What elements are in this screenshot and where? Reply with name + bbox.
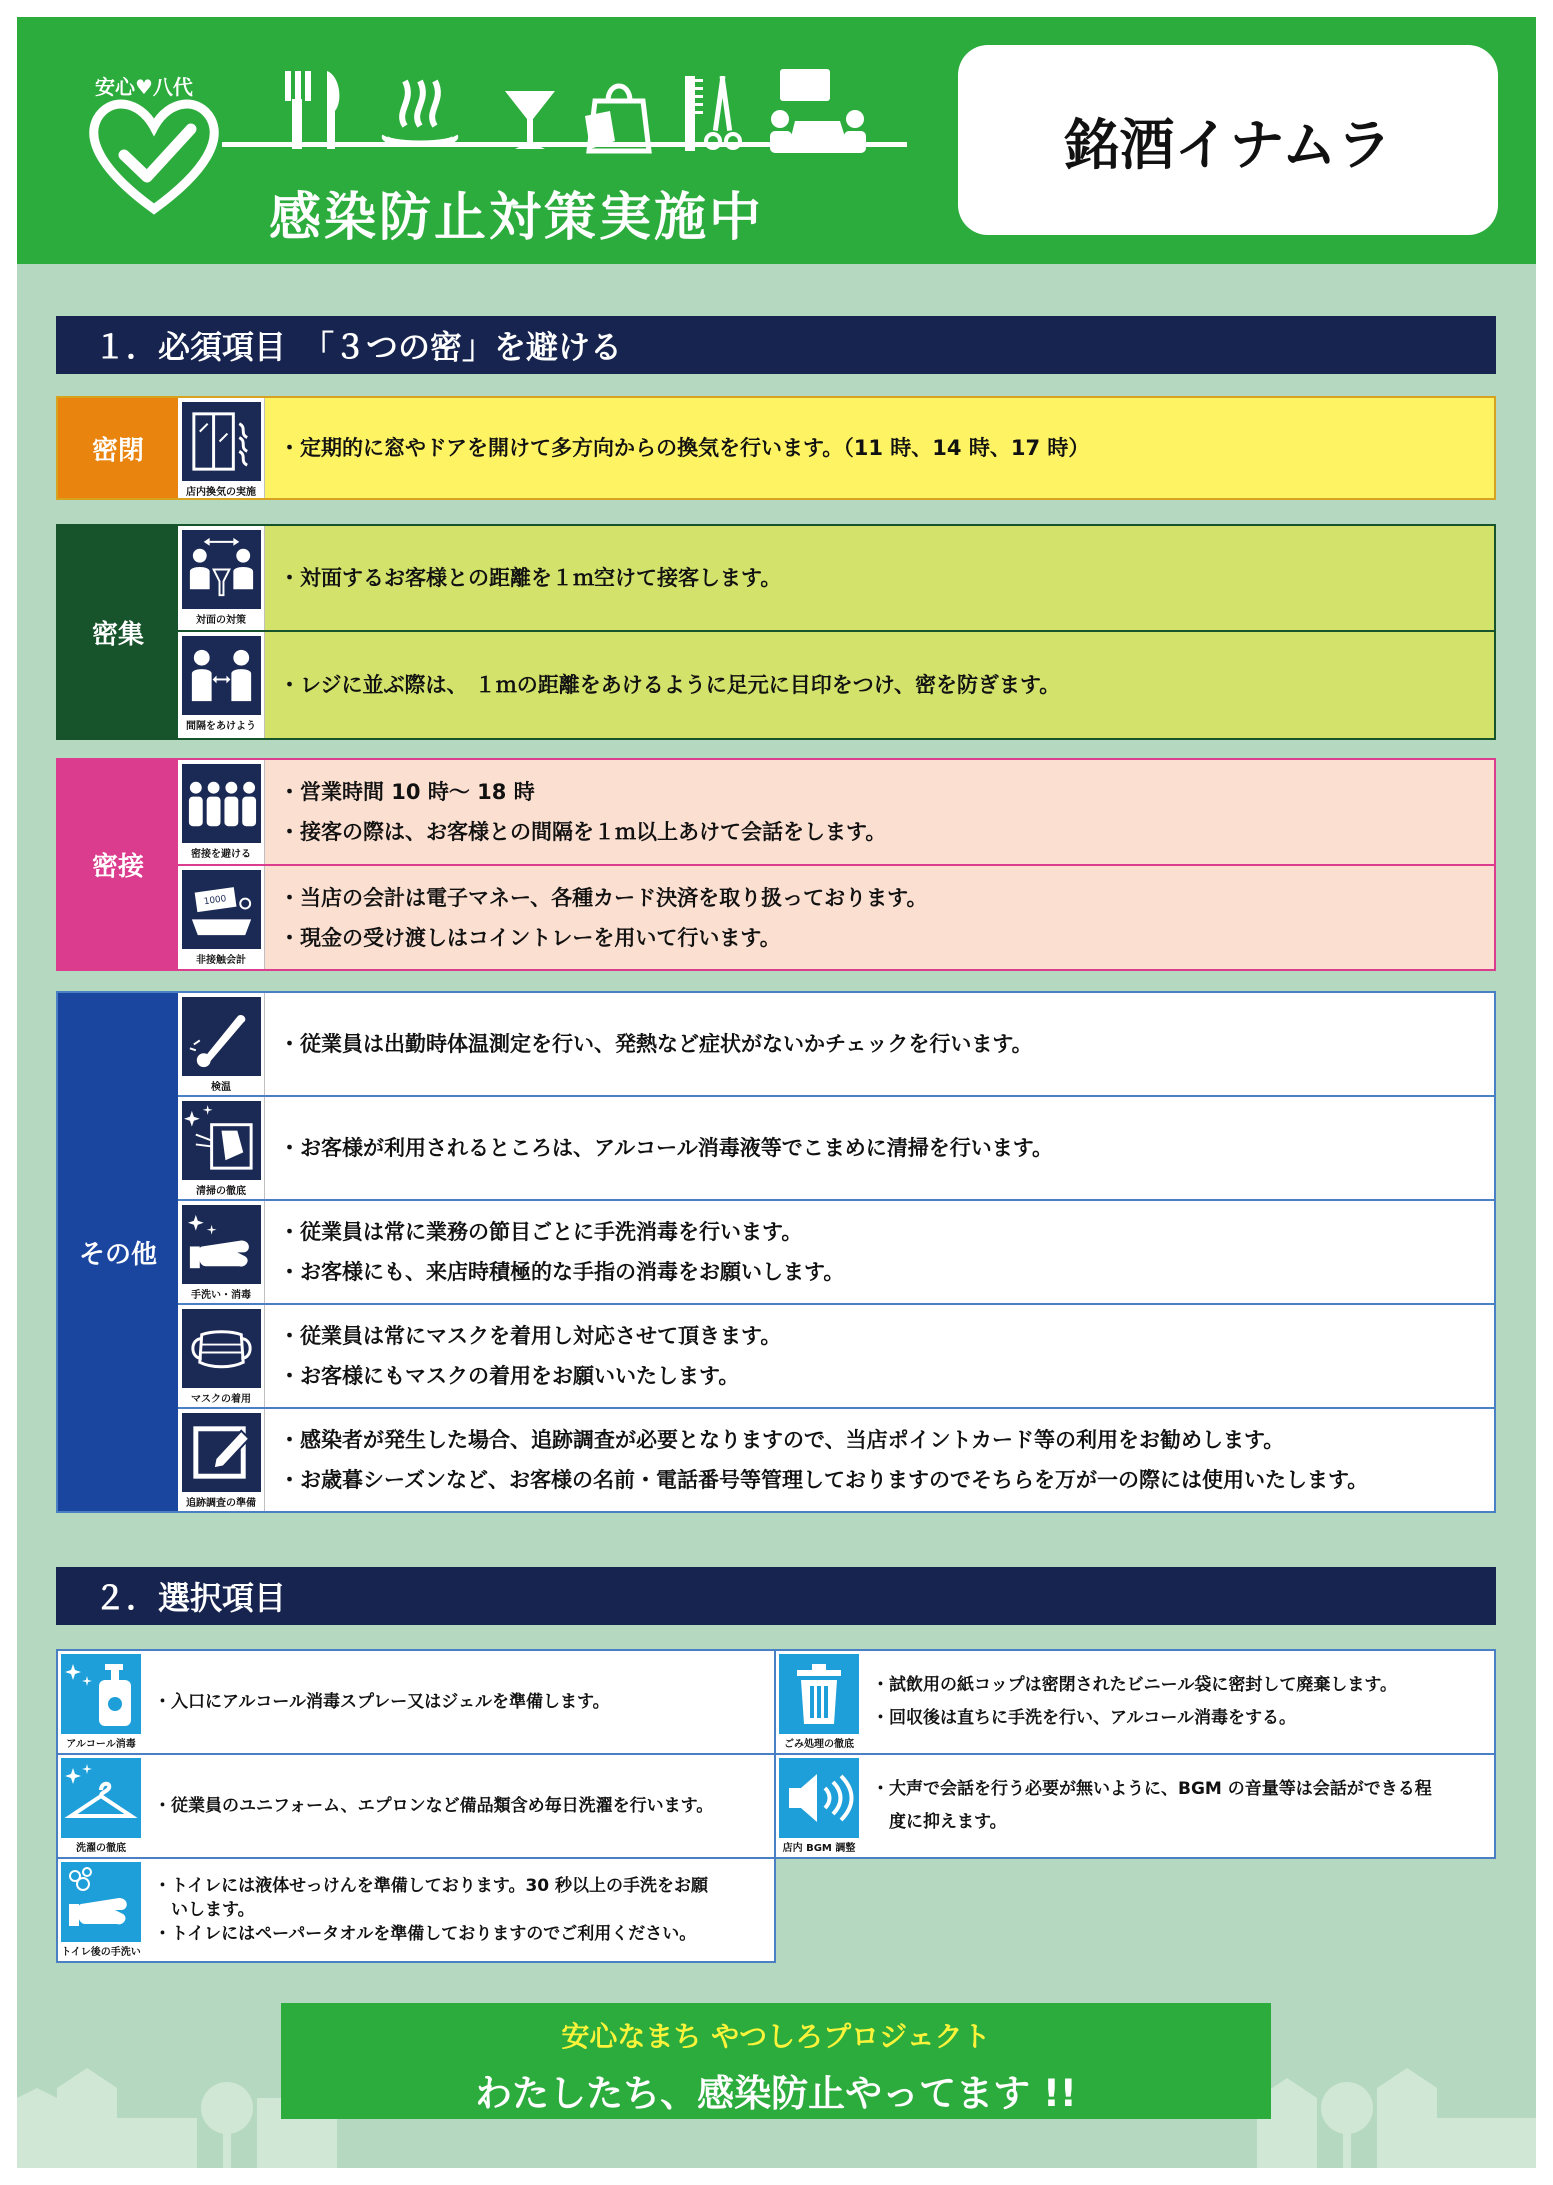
icon-box <box>776 1755 862 1857</box>
check-text <box>265 665 1060 705</box>
distance-icon <box>182 636 261 715</box>
icon-caption: 清掃の徹底 <box>196 1186 246 1197</box>
option-text <box>144 1790 713 1823</box>
group-other <box>56 991 1496 1513</box>
text-line: ・従業員のユニフォーム、エプロンなど備品類含め毎日洗濯を行います。 <box>154 1795 714 1816</box>
check-row <box>178 1305 1494 1409</box>
text-line: ・トイレには液体せっけんを準備しております。30 秒以上の手洗をお願 <box>154 1876 709 1896</box>
soap-hand-icon <box>61 1862 141 1942</box>
text-line: ・定期的に窓やドアを開けて多方向からの換気を行います。（11 時、14 時、17 時） <box>279 436 1090 460</box>
check-row <box>178 526 1494 632</box>
option-text <box>144 1686 610 1719</box>
text-line: ・従業員は出勤時体温測定を行い、発熱など症状がないかチェックを行います。 <box>279 1032 1033 1056</box>
check-text <box>265 1420 1368 1500</box>
group-label: 密閉 <box>58 398 178 498</box>
text-line: 度に抑えます。 <box>872 1812 1007 1832</box>
cocktail-icon <box>505 91 555 149</box>
group-missetsu <box>56 758 1496 971</box>
option-cell <box>56 1753 776 1859</box>
speaker-icon <box>779 1758 859 1838</box>
icon-caption: 対面の対策 <box>196 615 246 626</box>
hot-spring-icon <box>385 81 455 144</box>
option-text <box>144 1874 708 1946</box>
group-misshu <box>56 524 1496 740</box>
icon-box <box>178 993 265 1095</box>
meeting-icon <box>770 69 866 153</box>
check-row <box>178 1097 1494 1201</box>
check-row <box>178 866 1494 969</box>
check-row <box>178 1201 1494 1305</box>
check-text <box>265 558 781 598</box>
icon-box <box>178 1201 265 1303</box>
facility-icons <box>265 61 885 165</box>
text-line: ・試飲用の紙コップは密閉されたビニール袋に密封して廃棄します。 <box>872 1675 1397 1695</box>
check-row <box>178 1409 1494 1511</box>
text-line: ・感染者が発生した場合、追跡調査が必要となりますので、当店ポイントカード等の利用をお勧めします。 <box>279 1428 1285 1452</box>
shop-name-box <box>958 45 1498 235</box>
text-line: ・お客様にもマスクの着用をお願いいたします。 <box>279 1364 740 1388</box>
icon-caption: 洗濯の徹底 <box>76 1843 126 1854</box>
check-row <box>178 632 1494 738</box>
text-line: ・お客様にも、来店時積極的な手指の消毒をお願いします。 <box>279 1260 845 1284</box>
group-mippei <box>56 396 1496 500</box>
text-line: ・トイレにはペーパータオルを準備しておりますのでご利用ください。 <box>154 1924 697 1944</box>
text-line: ・対面するお客様との距離を１ｍ空けて接客します。 <box>279 566 782 590</box>
footer-banner <box>281 2003 1271 2119</box>
cashless-icon <box>182 870 261 949</box>
icon-caption: 非接触会計 <box>196 955 246 966</box>
section1-title: １．必須項目 「３つの密」を避ける <box>56 316 1496 374</box>
icon-box <box>58 1651 144 1753</box>
text-line: ・従業員は常に業務の節目ごとに手洗消毒を行います。 <box>279 1220 803 1244</box>
option-cell <box>56 1649 776 1755</box>
check-text <box>265 1024 1033 1064</box>
text-line: ・大声で会話を行う必要が無いように、BGM の音量等は会話ができる程 <box>872 1779 1432 1799</box>
icon-caption: トイレ後の手洗い <box>61 1947 141 1958</box>
svg-text:1000: 1000 <box>202 894 227 908</box>
icon-caption: ごみ処理の徹底 <box>784 1739 854 1750</box>
shop-name: 銘酒イナムラ <box>1064 112 1392 177</box>
text-line: ・接客の際は、お客様との間隔を１ｍ以上あけて会話をします。 <box>279 820 887 844</box>
icon-caption: 手洗い・消毒 <box>191 1290 251 1301</box>
text-line: ・当店の会計は電子マネー、各種カード決済を取り扱っております。 <box>279 885 928 910</box>
cleaning-icon <box>182 1101 261 1180</box>
poster <box>17 17 1536 2168</box>
text-line: ・現金の受け渡しはコイントレーを用いて行います。 <box>279 925 781 950</box>
icon-caption: マスクの着用 <box>191 1394 251 1405</box>
header-banner <box>17 17 1536 264</box>
option-cell <box>774 1649 1496 1755</box>
icon-box <box>178 398 265 498</box>
check-text <box>265 1316 781 1396</box>
icon-box <box>58 1755 144 1857</box>
icon-box <box>178 1097 265 1199</box>
option-cell <box>774 1753 1496 1859</box>
notebook-pen-icon <box>182 1413 261 1492</box>
fork-knife-icon <box>285 71 339 149</box>
header-title: 感染防止対策実施中 <box>269 188 765 248</box>
thermometer-icon <box>182 997 261 1076</box>
icon-caption: 検温 <box>211 1082 231 1093</box>
header-divider <box>222 142 907 147</box>
handwash-icon <box>182 1205 261 1284</box>
icon-box <box>178 866 265 969</box>
check-text <box>265 1128 1053 1168</box>
check-text <box>265 1212 844 1292</box>
text-line: ・お歳暮シーズンなど、お客様の名前・電話番号等管理しておりますのでそちらを万が一の際には使用いたします。 <box>279 1468 1369 1492</box>
icon-box <box>178 526 265 630</box>
check-text <box>265 878 927 958</box>
section2-title: ２．選択項目 <box>56 1567 1496 1625</box>
text-line: いします。 <box>154 1900 255 1920</box>
group-label: 密接 <box>58 760 178 969</box>
comb-scissors-icon <box>685 76 740 151</box>
icon-box <box>178 1305 265 1407</box>
icon-caption: 追跡調査の準備 <box>186 1498 256 1509</box>
hanger-icon <box>61 1758 141 1838</box>
text-line: ・お客様が利用されるところは、アルコール消毒液等でこまめに清掃を行います。 <box>279 1136 1054 1160</box>
icon-caption: 密接を避ける <box>191 849 251 860</box>
icon-caption: 間隔をあけよう <box>186 721 256 732</box>
group-label: 密集 <box>58 526 178 738</box>
text-line: ・回収後は直ちに手洗を行い、アルコール消毒をする。 <box>872 1708 1296 1728</box>
icon-box <box>178 632 265 738</box>
check-row <box>178 398 1494 498</box>
option-cell <box>56 1857 776 1963</box>
icon-caption: アルコール消毒 <box>66 1739 136 1750</box>
group-label: その他 <box>58 993 178 1511</box>
option-text <box>862 1773 1432 1839</box>
option-text <box>862 1669 1397 1735</box>
check-text <box>265 772 886 852</box>
text-line: ・レジに並ぶ際は、 １ｍの距離をあけるように足元に目印をつけ、密を防ぎます。 <box>279 673 1061 697</box>
mask-icon <box>182 1309 261 1388</box>
face-to-face-icon <box>182 530 261 609</box>
logo-text: 安心♥八代 <box>95 75 193 99</box>
text-line: ・従業員は常にマスクを着用し対応させて頂きます。 <box>279 1324 782 1348</box>
text-line: ・入口にアルコール消毒スプレー又はジェルを準備します。 <box>154 1691 610 1712</box>
trash-can-icon <box>779 1654 859 1734</box>
check-text <box>265 428 1089 468</box>
avoid-crowd-icon <box>182 764 261 843</box>
slogan: わたしたち、感染防止やってます !! <box>475 2072 1077 2115</box>
alcohol-spray-icon <box>61 1654 141 1734</box>
icon-box <box>178 1409 265 1511</box>
icon-box <box>776 1651 862 1753</box>
window-ventilation-icon <box>182 402 261 481</box>
selection-grid <box>56 1649 1496 1969</box>
icon-caption: 店内 BGM 調整 <box>782 1843 856 1854</box>
text-line: ・営業時間 10 時～ 18 時 <box>279 780 535 804</box>
icon-box <box>58 1859 144 1961</box>
check-row <box>178 993 1494 1097</box>
project-name: 安心なまち やつしろプロジェクト <box>561 2020 991 2053</box>
check-row <box>178 760 1494 866</box>
icon-caption: 店内換気の実施 <box>186 487 256 498</box>
icon-box <box>178 760 265 864</box>
